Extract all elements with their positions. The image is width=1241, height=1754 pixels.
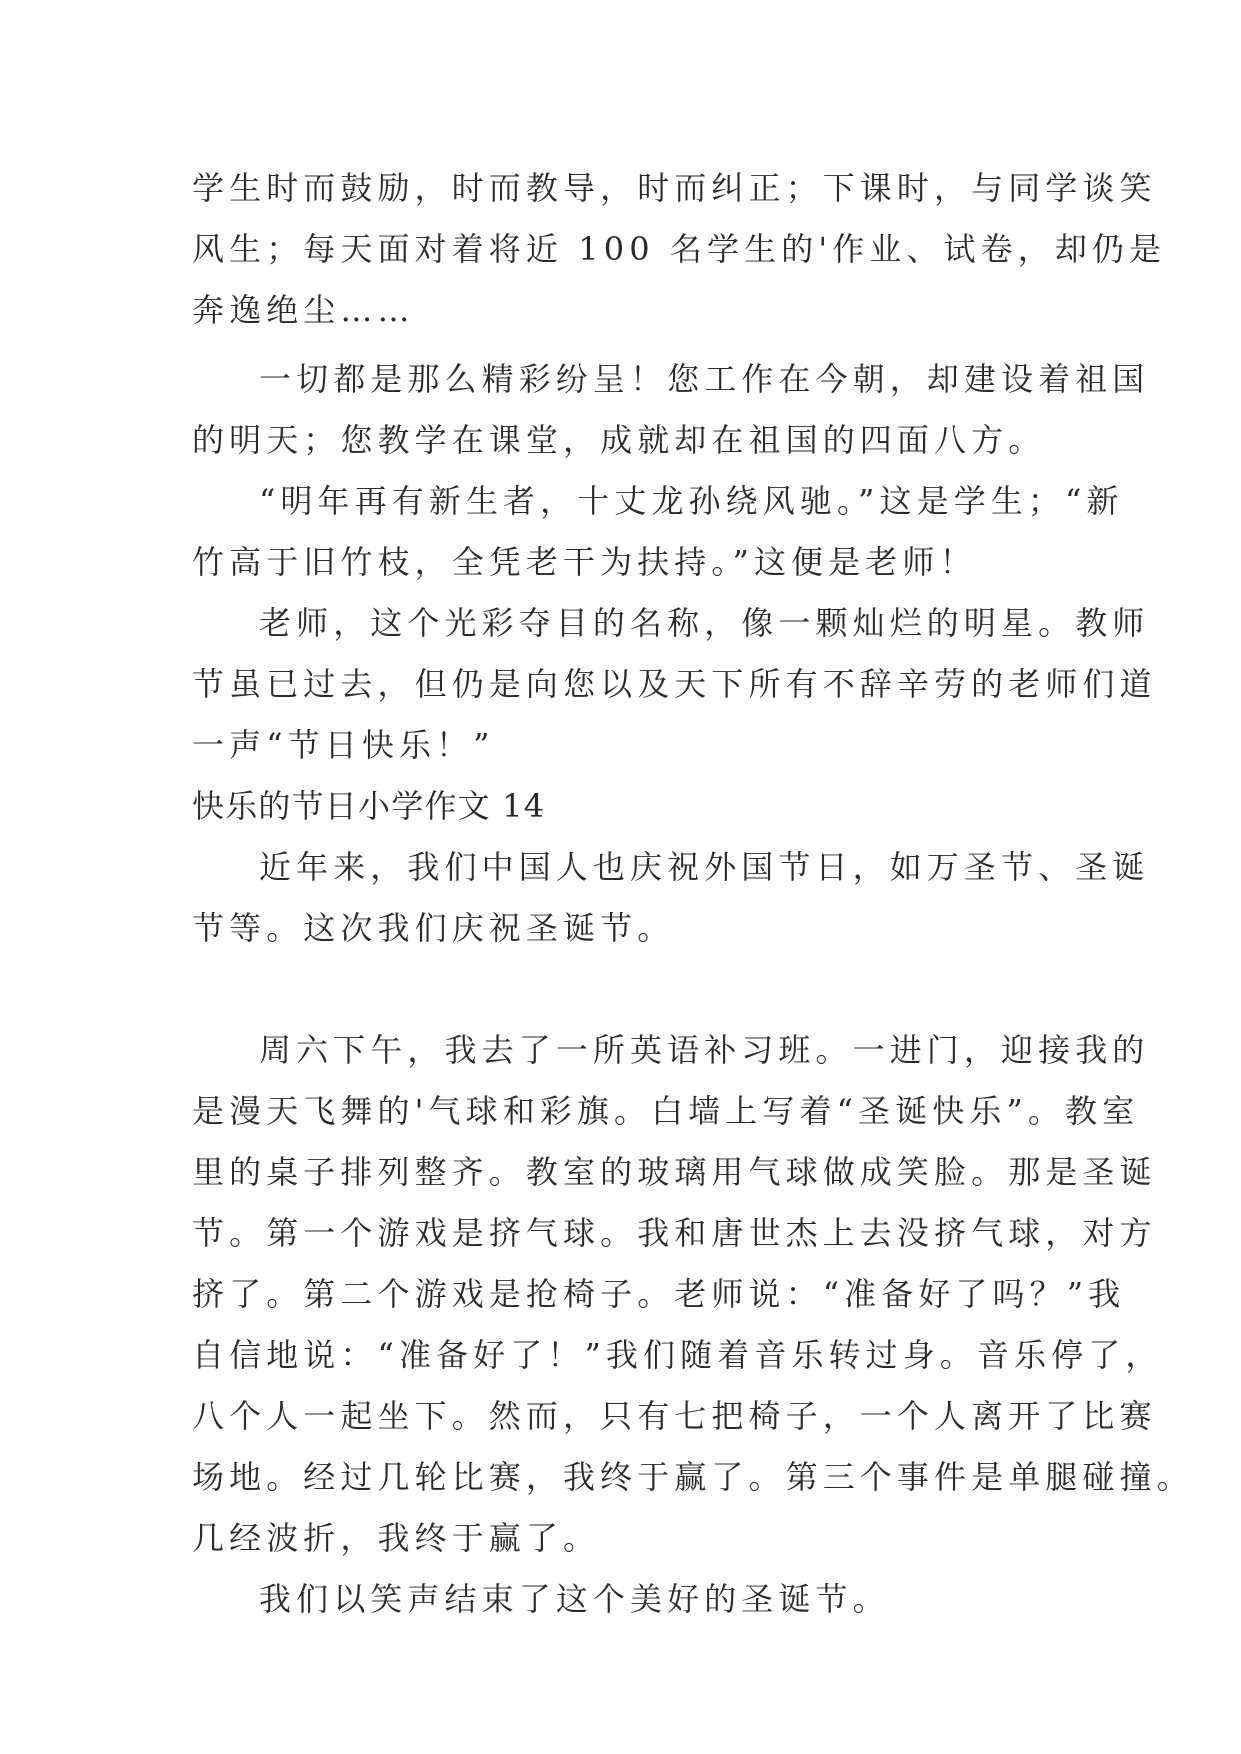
text-line: 场地。经过几轮比赛，我终于赢了。第三个事件是单腿碰撞。 bbox=[192, 1458, 1194, 1496]
text-line: 节。第一个游戏是挤气球。我和唐世杰上去没挤气球，对方 bbox=[192, 1214, 1157, 1252]
text-line: 的明天；您教学在课堂，成就却在祖国的四面八方。 bbox=[192, 421, 1046, 459]
paragraph-start-line: 我们以笑声结束了这个美好的圣诞节。 bbox=[259, 1580, 890, 1618]
text-line: 节等。这次我们庆祝圣诞节。 bbox=[192, 909, 675, 947]
text-line: 几经波折，我终于赢了。 bbox=[192, 1519, 601, 1557]
text-line: 自信地说：“准备好了！”我们随着音乐转过身。音乐停了， bbox=[192, 1336, 1163, 1374]
text-line: 学生时而鼓励，时而教导，时而纠正；下课时，与同学谈笑 bbox=[192, 169, 1157, 207]
paragraph-start-line: “明年再有新生者，十丈龙孙绕风驰。”这是学生；“新 bbox=[259, 482, 1124, 520]
paragraph-start-line: 近年来，我们中国人也庆祝外国节日，如万圣节、圣诞 bbox=[259, 848, 1150, 886]
paragraph-start-line: 一切都是那么精彩纷呈！您工作在今朝，却建设着祖国 bbox=[259, 360, 1150, 398]
text-line: 风生；每天面对着将近 100 名学生的'作业、试卷，却仍是 bbox=[192, 230, 1167, 268]
text-line: 奔逸绝尘…… bbox=[192, 291, 415, 329]
text-line: 节虽已过去，但仍是向您以及天下所有不辞辛劳的老师们道 bbox=[192, 665, 1157, 703]
document-body bbox=[192, 158, 1194, 1630]
text-line: 是漫天飞舞的'气球和彩旗。白墙上写着“圣诞快乐”。教室 bbox=[192, 1092, 1140, 1130]
text-line: 八个人一起坐下。然而，只有七把椅子，一个人离开了比赛 bbox=[192, 1397, 1157, 1435]
text-line: 竹高于旧竹枝，全凭老干为扶持。”这便是老师！ bbox=[192, 543, 977, 581]
text-line: 挤了。第二个游戏是抢椅子。老师说：“准备好了吗？”我 bbox=[192, 1275, 1126, 1313]
text-line: 一声“节日快乐！” bbox=[192, 726, 495, 764]
blank-line bbox=[192, 959, 1060, 1020]
paragraph-start-line: 老师，这个光彩夺目的名称，像一颗灿烂的明星。教师 bbox=[259, 604, 1150, 642]
text-line: 里的桌子排列整齐。教室的玻璃用气球做成笑脸。那是圣诞 bbox=[192, 1153, 1157, 1191]
essay-heading: 快乐的节日小学作文 14 bbox=[192, 787, 546, 825]
paragraph-start-line: 周六下午，我去了一所英语补习班。一进门，迎接我的 bbox=[259, 1031, 1150, 1069]
